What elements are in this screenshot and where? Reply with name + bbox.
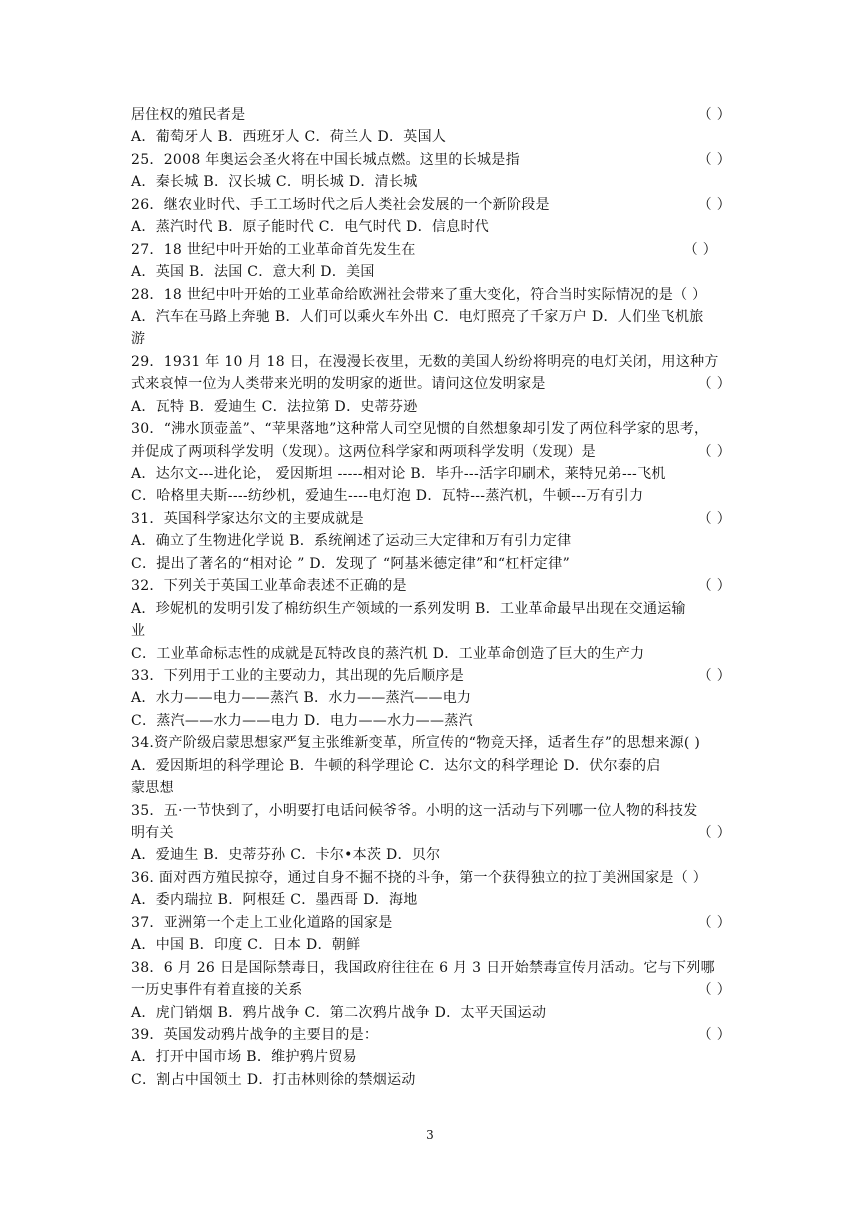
- line-text: A．蒸汽时代 B．原子能时代 C．电气时代 D．信息时代: [131, 219, 490, 236]
- line-text: 31．英国科学家达尔文的主要成就是: [131, 510, 364, 527]
- line-text: A．汽车在马路上奔驰 B．人们可以乘火车外出 C．电灯照亮了千家万户 D．人们坐飞机旅: [131, 308, 704, 325]
- answer-bracket: （ ）: [697, 667, 731, 684]
- text-line: [131, 777, 731, 799]
- text-line: [131, 508, 731, 530]
- line-text: 39．英国发动鸦片战争的主要目的是：: [131, 1026, 379, 1043]
- text-line: [131, 1046, 731, 1068]
- answer-bracket: （ ）: [697, 825, 731, 841]
- text-line: [131, 530, 731, 552]
- text-line: [131, 979, 731, 1001]
- text-line: [131, 171, 731, 193]
- text-line: [131, 351, 731, 373]
- line-text: A．珍妮机的发明引发了棉纺织生产领域的一系列发明 B．工业革命最早出现在交通运输: [131, 600, 686, 617]
- line-text: 36. 面对西方殖民掠夺，通过自身不掘不挠的斗争，第一个获得独立的拉丁美洲国家是（ ）: [131, 869, 708, 886]
- text-line: [131, 598, 731, 620]
- line-text: 34.资产阶级启蒙思想家严复主张维新变革，所宣传的“物竞天择，适者生存”的思想来源( ): [131, 735, 701, 752]
- answer-bracket: （ ）: [697, 376, 731, 393]
- line-text: 37．亚洲第一个走上工业化道路的国家是: [131, 914, 393, 931]
- text-line: [131, 553, 731, 575]
- line-text: A．打开中国市场 B．维护鸦片贸易: [131, 1049, 357, 1066]
- text-line: [131, 912, 731, 934]
- text-line: [131, 441, 731, 463]
- line-text: C．哈格里夫斯----纺纱机，爱迪生----电灯泡 D．瓦特---蒸汽机，牛顿---万有引力: [131, 488, 644, 505]
- line-text: 25．2008 年奥运会圣火将在中国长城点燃。这里的长城是指: [131, 151, 520, 168]
- line-text: 38．6 月 26 日是国际禁毒日，我国政府往往在 6 月 3 日开始禁毒宣传月活动。它与下列哪: [131, 959, 715, 976]
- text-line: [131, 643, 731, 665]
- line-text: C．提出了著名的“相对论 ” D．发现了 “阿基米德定律”和“杠杆定律”: [131, 555, 571, 572]
- answer-bracket: （ ）: [697, 107, 731, 123]
- line-text: 居住权的殖民者是: [131, 107, 246, 123]
- text-line: [131, 418, 731, 440]
- line-text: 28．18 世纪中叶开始的工业革命给欧洲社会带来了重大变化，符合当时实际情况的是（ ）: [131, 286, 707, 303]
- answer-bracket: （ ）: [697, 1026, 731, 1043]
- answer-bracket: （ ）: [697, 196, 731, 213]
- line-text: C．蒸汽——水力——电力 D．电力——水力——蒸汽: [131, 712, 473, 729]
- text-line: [131, 463, 731, 485]
- line-text: 26．继农业时代、手工工场时代之后人类社会发展的一个新阶段是: [131, 196, 550, 213]
- page-number: 3: [426, 1128, 434, 1142]
- line-text: A．中国 B．印度 C．日本 D．朝鲜: [131, 937, 361, 954]
- text-line: [131, 934, 731, 956]
- line-text: 业: [131, 623, 146, 640]
- line-text: 27．18 世纪中叶开始的工业革命首先发生在: [131, 241, 416, 258]
- text-line: [131, 373, 731, 395]
- answer-bracket: （ ）: [697, 151, 731, 168]
- answer-bracket: （ ）: [697, 443, 731, 460]
- text-line: [131, 1069, 731, 1091]
- line-text: A．瓦特 B．爱迪生 C．法拉第 D．史蒂芬逊: [131, 398, 418, 415]
- answer-bracket: （ ）: [697, 578, 731, 595]
- text-line: [131, 284, 731, 306]
- answer-bracket: （ ）: [683, 241, 717, 258]
- line-text: 一历史事件有着直接的关系: [131, 982, 303, 999]
- text-line: [131, 485, 731, 507]
- text-line: [131, 800, 731, 822]
- line-text: A．水力——电力——蒸汽 B．水力——蒸汽——电力: [131, 690, 472, 707]
- text-line: [131, 822, 731, 844]
- text-line: [131, 126, 731, 148]
- line-text: A．英国 B．法国 C．意大利 D．美国: [131, 264, 375, 281]
- line-text: C．割占中国领土 D．打击林则徐的禁烟运动: [131, 1071, 416, 1088]
- line-text: 32．下列关于英国工业革命表述不正确的是: [131, 578, 407, 595]
- text-line: [131, 957, 731, 979]
- text-line: [131, 687, 731, 709]
- line-text: 明有关: [131, 825, 174, 841]
- line-text: A．葡萄牙人 B．西班牙人 C．荷兰人 D．英国人: [131, 129, 447, 146]
- line-text: 35．五·一节快到了，小明要打电话问候爷爷。小明的这一活动与下列哪一位人物的科技发: [131, 802, 698, 819]
- text-line: [131, 216, 731, 238]
- line-text: C．工业革命标志性的成就是瓦特改良的蒸汽机 D．工业革命创造了巨大的生产力: [131, 645, 645, 662]
- line-text: 蒙思想: [131, 780, 174, 797]
- line-text: A．达尔文---进化论， 爱因斯坦 -----相对论 B．毕升---活字印刷术，莱特兄弟---飞机: [131, 466, 666, 482]
- text-line: [131, 261, 731, 283]
- text-line: [131, 665, 731, 687]
- text-line: [131, 306, 731, 328]
- line-text: 游: [131, 331, 146, 348]
- answer-bracket: （ ）: [697, 914, 731, 931]
- answer-bracket: （ ）: [697, 510, 731, 527]
- line-text: 30．“沸水顶壶盖”、“苹果落地”这种常人司空见惯的自然想象却引发了两位科学家的思考，: [131, 421, 709, 438]
- answer-bracket: （ ）: [697, 982, 731, 999]
- line-text: A．爱因斯坦的科学理论 B．牛顿的科学理论 C．达尔文的科学理论 D．伏尔泰的启: [131, 757, 661, 774]
- text-line: [131, 620, 731, 642]
- question-text-block: [131, 104, 731, 1091]
- text-line: [131, 396, 731, 418]
- text-line: [131, 889, 731, 911]
- line-text: A．秦长城 B．汉长城 C．明长城 D．清长城: [131, 174, 418, 191]
- line-text: 并促成了两项科学发明（发现）。这两位科学家和两项科学发明（发现）是: [131, 443, 596, 460]
- text-line: [131, 710, 731, 732]
- line-text: A．确立了生物进化学说 B．系统阐述了运动三大定律和万有引力定律: [131, 533, 572, 550]
- text-line: [131, 239, 731, 261]
- text-line: [131, 755, 731, 777]
- text-line: [131, 149, 731, 171]
- text-line: [131, 194, 731, 216]
- text-line: [131, 328, 731, 350]
- text-line: [131, 867, 731, 889]
- line-text: 33．下列用于工业的主要动力，其出现的先后顺序是: [131, 667, 465, 684]
- line-text: A．爱迪生 B．史蒂芬孙 C．卡尔•本茨 D．贝尔: [131, 847, 441, 864]
- line-text: A．虎门销烟 B．鸦片战争 C．第二次鸦片战争 D．太平天国运动: [131, 1004, 547, 1021]
- text-line: [131, 1002, 731, 1024]
- text-line: [131, 732, 731, 754]
- text-line: [131, 844, 731, 866]
- text-line: [131, 575, 731, 597]
- line-text: 式来哀悼一位为人类带来光明的发明家的逝世。请问这位发明家是: [131, 376, 546, 393]
- text-line: [131, 104, 731, 126]
- text-line: [131, 1024, 731, 1046]
- line-text: A．委内瑞拉 B．阿根廷 C．墨西哥 D．海地: [131, 892, 418, 909]
- line-text: 29．1931 年 10 月 18 日，在漫漫长夜里，无数的美国人纷纷将明亮的电灯关闭，用这种方: [131, 353, 719, 370]
